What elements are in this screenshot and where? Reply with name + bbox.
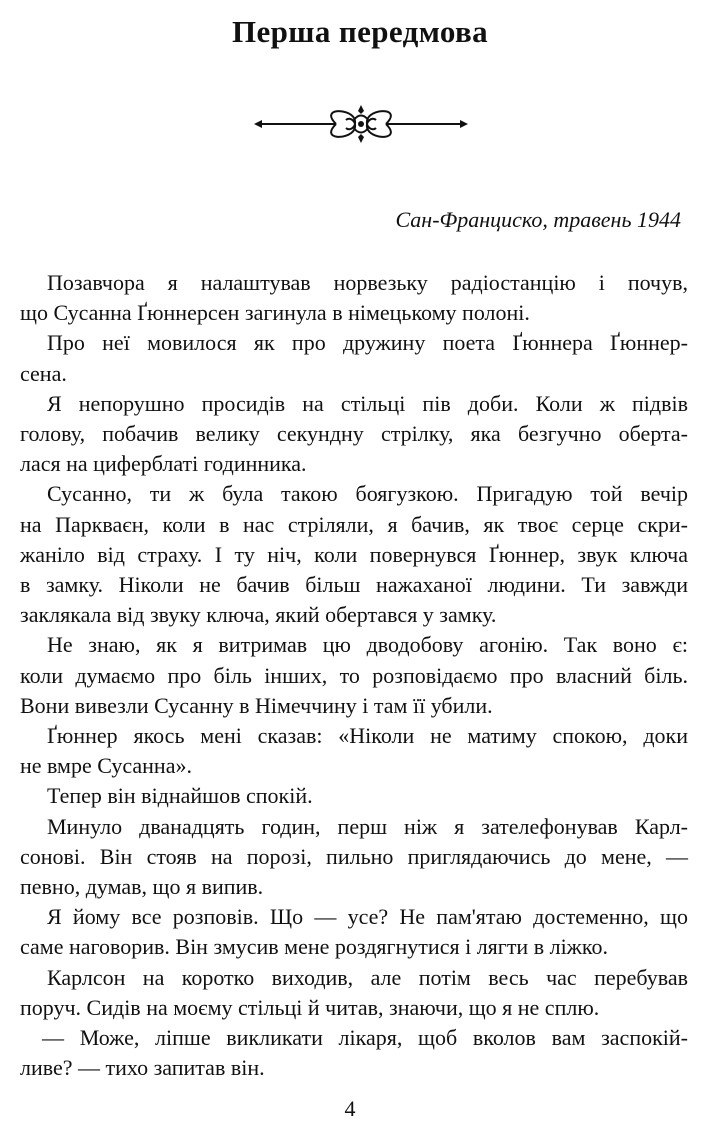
text-line: Карлсон на коротко виходив, але потім весь час перебував [47, 964, 688, 990]
text-line: ливе? — тихо запитав він. [20, 1055, 265, 1081]
page-number: 4 [344, 1096, 356, 1121]
text-line: заклякала від звуку ключа, який обертався у замку. [20, 602, 497, 628]
body-text [20, 268, 688, 1083]
text-line: певно, думав, що я випив. [20, 874, 264, 900]
text-line: жаніло від страху. І ту ніч, коли повернувся Ґюннер, звук ключа [20, 541, 688, 567]
text-line: Минуло дванадцять годин, перш ніж я зателефонував Карл- [47, 813, 688, 839]
text-line: на Паркваєн, коли в нас стріляли, я бачив, як твоє серце скри- [20, 511, 688, 537]
text-line: Не знаю, як я витримав цю дводобову агонію. Так воно є: [47, 632, 688, 658]
paragraph [20, 721, 688, 781]
text-line: сонові. Він стояв на порозі, пильно приглядаючись до мене, — [20, 843, 688, 869]
text-line: поруч. Сидів на моєму стільці й читав, знаючи, що я не сплю. [20, 994, 600, 1020]
paragraph [20, 812, 688, 903]
text-line: Сусанно, ти ж була такою боягузкою. Пригадую той вечір [47, 481, 688, 507]
paragraph [20, 479, 688, 630]
text-line: — Може, ліпше викликати лікаря, щоб вколов вам заспокій- [42, 1025, 688, 1051]
paragraph [20, 389, 688, 480]
paragraph [20, 328, 688, 388]
text-line: Позавчора я налаштував норвезьку радіостанцію і почув, [47, 270, 688, 295]
text-line: коли думаємо про біль інших, то розповідаємо про власний біль. [20, 662, 688, 688]
text-line: голову, побачив велику секундну стрілку, яка безгучно оберта- [20, 421, 688, 447]
ornament-divider-icon [250, 102, 472, 146]
text-line: не вмре Сусанна». [20, 753, 192, 779]
text-line: Тепер він віднайшов спокій. [47, 783, 313, 809]
paragraph [20, 268, 688, 328]
text-line: Я йому все розповів. Що — усе? Не пам'ятаю достеменно, що [47, 904, 688, 930]
paragraph [20, 781, 688, 811]
text-line: лася на циферблаті годинника. [20, 451, 307, 477]
paragraph [20, 902, 688, 962]
text-line: Я непорушно просидів на стільці пів доби. Коли ж підвів [47, 390, 688, 416]
text-line: Ґюннер якось мені сказав: «Ніколи не матиму спокою, доки [47, 723, 688, 749]
text-line: сена. [20, 360, 67, 386]
text-line: Про неї мовилося як про дружину поета Ґюннера Ґюннер- [47, 330, 688, 356]
text-line: в замку. Ніколи не бачив більш нажаханої людини. Ти завжди [20, 572, 688, 598]
text-line: Вони вивезли Сусанну в Німеччину і там її убили. [20, 692, 493, 718]
text-line: саме наговорив. Він змусив мене роздягнутися і лягти в ліжко. [20, 934, 608, 960]
text-line: що Сусанна Ґюннерсен загинула в німецькому полоні. [20, 300, 530, 326]
dateline: Сан-Франциско, травень 1944 [395, 207, 681, 232]
paragraph [20, 630, 688, 721]
chapter-title: Перша передмова [231, 14, 489, 49]
paragraph [20, 963, 688, 1023]
paragraph [20, 1023, 688, 1083]
